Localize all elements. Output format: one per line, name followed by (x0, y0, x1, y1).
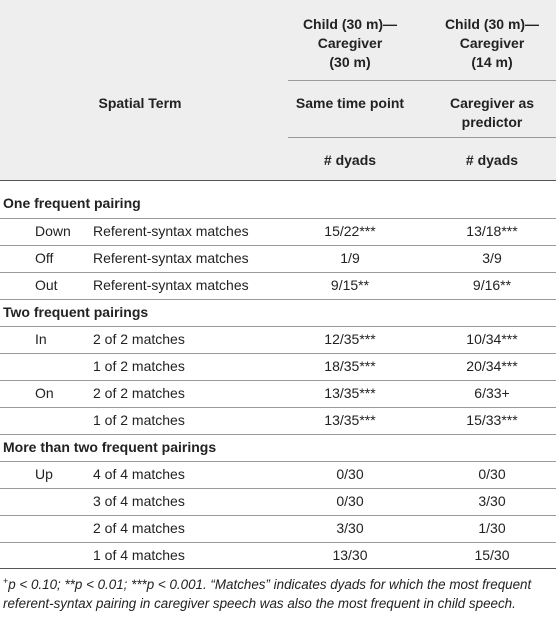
row-value-col1: 13/35*** (324, 385, 376, 401)
row-desc: 2 of 2 matches (93, 385, 185, 401)
row-divider (0, 434, 556, 435)
row-divider (0, 272, 556, 273)
col1-title-line2: Caregiver (317, 35, 383, 51)
col2-title-line2: Caregiver (459, 35, 525, 51)
row-value-col2: 6/33+ (474, 385, 510, 401)
col1-title-line1: Child (30 m)— (302, 16, 398, 32)
footnote-part2: p < 0.01; *** (74, 577, 147, 592)
col2-sub-line2: predictor (461, 114, 523, 130)
section-title: Two frequent pairings (3, 304, 149, 320)
header-rule-2 (288, 137, 556, 138)
row-divider (0, 488, 556, 489)
row-term: On (35, 385, 54, 401)
col1-title-line3: (30 m) (329, 54, 371, 70)
col2-unit: # dyads (465, 152, 519, 168)
row-value-col1: 0/30 (336, 466, 364, 482)
row-value-col2: 15/33*** (466, 412, 518, 428)
row-term: Down (35, 223, 71, 239)
col2-title-line3: (14 m) (471, 54, 513, 70)
section-title: One frequent pairing (3, 195, 141, 211)
row-divider (0, 353, 556, 354)
row-value-col1: 13/30 (332, 547, 368, 563)
col2-sub-line1: Caregiver as (449, 95, 535, 111)
row-divider (0, 218, 556, 219)
section-title: More than two frequent pairings (3, 439, 217, 455)
row-desc: 2 of 2 matches (93, 331, 185, 347)
col1-unit: # dyads (323, 152, 377, 168)
row-desc: 2 of 4 matches (93, 520, 185, 536)
col1-title (290, 15, 410, 72)
footnote-part1: p < 0.10; ** (8, 577, 75, 592)
row-value-col2: 1/30 (478, 520, 506, 536)
row-value-col2: 10/34*** (466, 331, 518, 347)
row-desc: 1 of 2 matches (93, 412, 185, 428)
footnote-part3: p < 0.001. “Matches” indicates dyads for which the most frequent referent-syntax pairing in caregiver speech was also the most frequent in child speech. (3, 577, 532, 611)
row-term: Up (35, 466, 53, 482)
row-value-col1: 13/35*** (324, 412, 376, 428)
row-term: Off (35, 250, 54, 266)
row-desc: Referent-syntax matches (93, 223, 249, 239)
row-term: In (35, 331, 47, 347)
row-value-col1: 0/30 (336, 493, 364, 509)
row-value-col1: 15/22*** (324, 223, 376, 239)
header-rule-1 (288, 80, 556, 81)
row-divider (0, 407, 556, 408)
row-value-col1: 3/30 (336, 520, 364, 536)
col2-title-line1: Child (30 m)— (444, 16, 540, 32)
row-value-col1: 12/35*** (324, 331, 376, 347)
row-term: Out (35, 277, 58, 293)
row-value-col2: 20/34*** (466, 358, 518, 374)
row-value-col2: 9/16** (472, 277, 512, 293)
row-desc: Referent-syntax matches (93, 250, 249, 266)
row-divider (0, 515, 556, 516)
footnote-plus-symbol: + (3, 576, 9, 586)
row-value-col2: 15/30 (474, 547, 510, 563)
row-divider (0, 461, 556, 462)
row-desc: 1 of 2 matches (93, 358, 185, 374)
row-divider (0, 326, 556, 327)
row-divider (0, 380, 556, 381)
table-bottom-rule (0, 568, 556, 569)
col1-subheader: Same time point (295, 95, 405, 111)
row-desc: 4 of 4 matches (93, 466, 185, 482)
row-value-col1: 18/35*** (324, 358, 376, 374)
row-desc: 3 of 4 matches (93, 493, 185, 509)
col2-subheader (432, 94, 552, 132)
row-value-col2: 0/30 (478, 466, 506, 482)
row-divider (0, 542, 556, 543)
row-divider (0, 245, 556, 246)
row-value-col2: 3/9 (482, 250, 502, 266)
row-desc: Referent-syntax matches (93, 277, 249, 293)
row-value-col2: 3/30 (478, 493, 506, 509)
row-value-col1: 1/9 (340, 250, 360, 266)
row-value-col2: 13/18*** (466, 223, 518, 239)
spatial-term-header: Spatial Term (98, 95, 182, 111)
table-footnote (3, 572, 551, 613)
row-desc: 1 of 4 matches (93, 547, 185, 563)
header-bottom-rule (0, 180, 556, 181)
col2-title (432, 15, 552, 72)
row-divider (0, 299, 556, 300)
row-value-col1: 9/15** (330, 277, 370, 293)
